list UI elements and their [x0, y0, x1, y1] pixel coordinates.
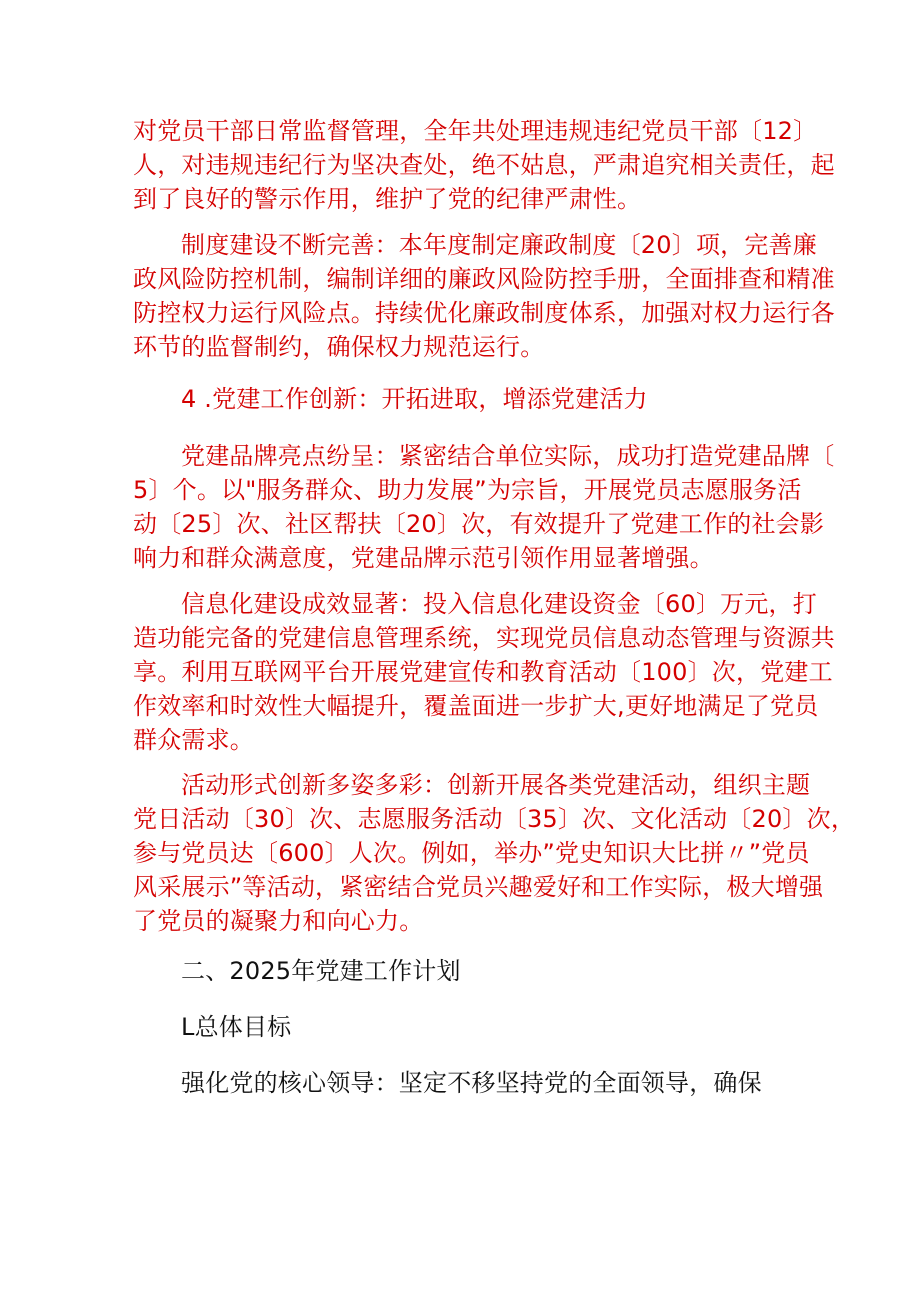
paragraph-line: 享。利用互联网平台开展党建宣传和教育活动〔100〕次，党建工 [133, 658, 833, 686]
section-heading: 4 .党建工作创新：开拓进取，增添党建活力 [181, 385, 648, 413]
paragraph-line: 制度建设不断完善：本年度制定廉政制度〔20〕项，完善廉 [181, 231, 817, 259]
paragraph-line: 风采展示”等活动，紧密结合党员兴趣爱好和工作实际，极大增强 [133, 873, 824, 901]
paragraph-line: 响力和群众满意度，党建品牌示范引领作用显著增强。 [133, 544, 714, 572]
paragraph-line: 政风险防控机制，编制详细的廉政风险防控手册，全面排查和精准 [133, 265, 835, 293]
paragraph-line: 党日活动〔30〕次、志愿服务活动〔35〕次、文化活动〔20〕次， [133, 805, 856, 833]
paragraph-line: 防控权力运行风险点。持续优化廉政制度体系，加强对权力运行各 [133, 299, 835, 327]
paragraph-line: 5〕个。以"服务群众、助力发展”为宗旨，开展党员志愿服务活 [133, 476, 802, 504]
paragraph-line: 作效率和时效性大幅提升，覆盖面进一步扩大,更好地满足了党员 [133, 692, 819, 720]
paragraph-line: 了党员的凝聚力和向心力。 [133, 907, 424, 935]
paragraph-line: 强化党的核心领导：坚定不移坚持党的全面领导，确保 [181, 1069, 762, 1097]
paragraph-line: 环节的监督制约，确保权力规范运行。 [133, 333, 545, 361]
subsection-heading: L总体目标 [181, 1013, 292, 1041]
paragraph-line: 造功能完备的党建信息管理系统，实现党员信息动态管理与资源共 [133, 624, 835, 652]
paragraph-line: 参与党员达〔600〕人次。例如，举办”党史知识大比拼〃”党员 [133, 839, 810, 867]
paragraph-line: 人，对违规违纪行为坚决查处，绝不姑息，严肃追究相关责任，起 [133, 151, 835, 179]
section-heading: 二、2025年党建工作计划 [181, 957, 461, 985]
paragraph-line: 到了良好的警示作用，维护了党的纪律严肃性。 [133, 185, 642, 213]
paragraph-line: 动〔25〕次、社区帮扶〔20〕次，有效提升了党建工作的社会影 [133, 510, 825, 538]
paragraph-line: 群众需求。 [133, 726, 254, 754]
paragraph-line: 党建品牌亮点纷呈：紧密结合单位实际，成功打造党建品牌〔 [181, 442, 835, 470]
paragraph-line: 信息化建设成效显著：投入信息化建设资金〔60〕万元，打 [181, 590, 817, 618]
paragraph-line: 对党员干部日常监督管理，全年共处理违规违纪党员干部〔12〕 [133, 117, 818, 145]
paragraph-line: 活动形式创新多姿多彩：创新开展各类党建活动，组织主题 [181, 771, 811, 799]
